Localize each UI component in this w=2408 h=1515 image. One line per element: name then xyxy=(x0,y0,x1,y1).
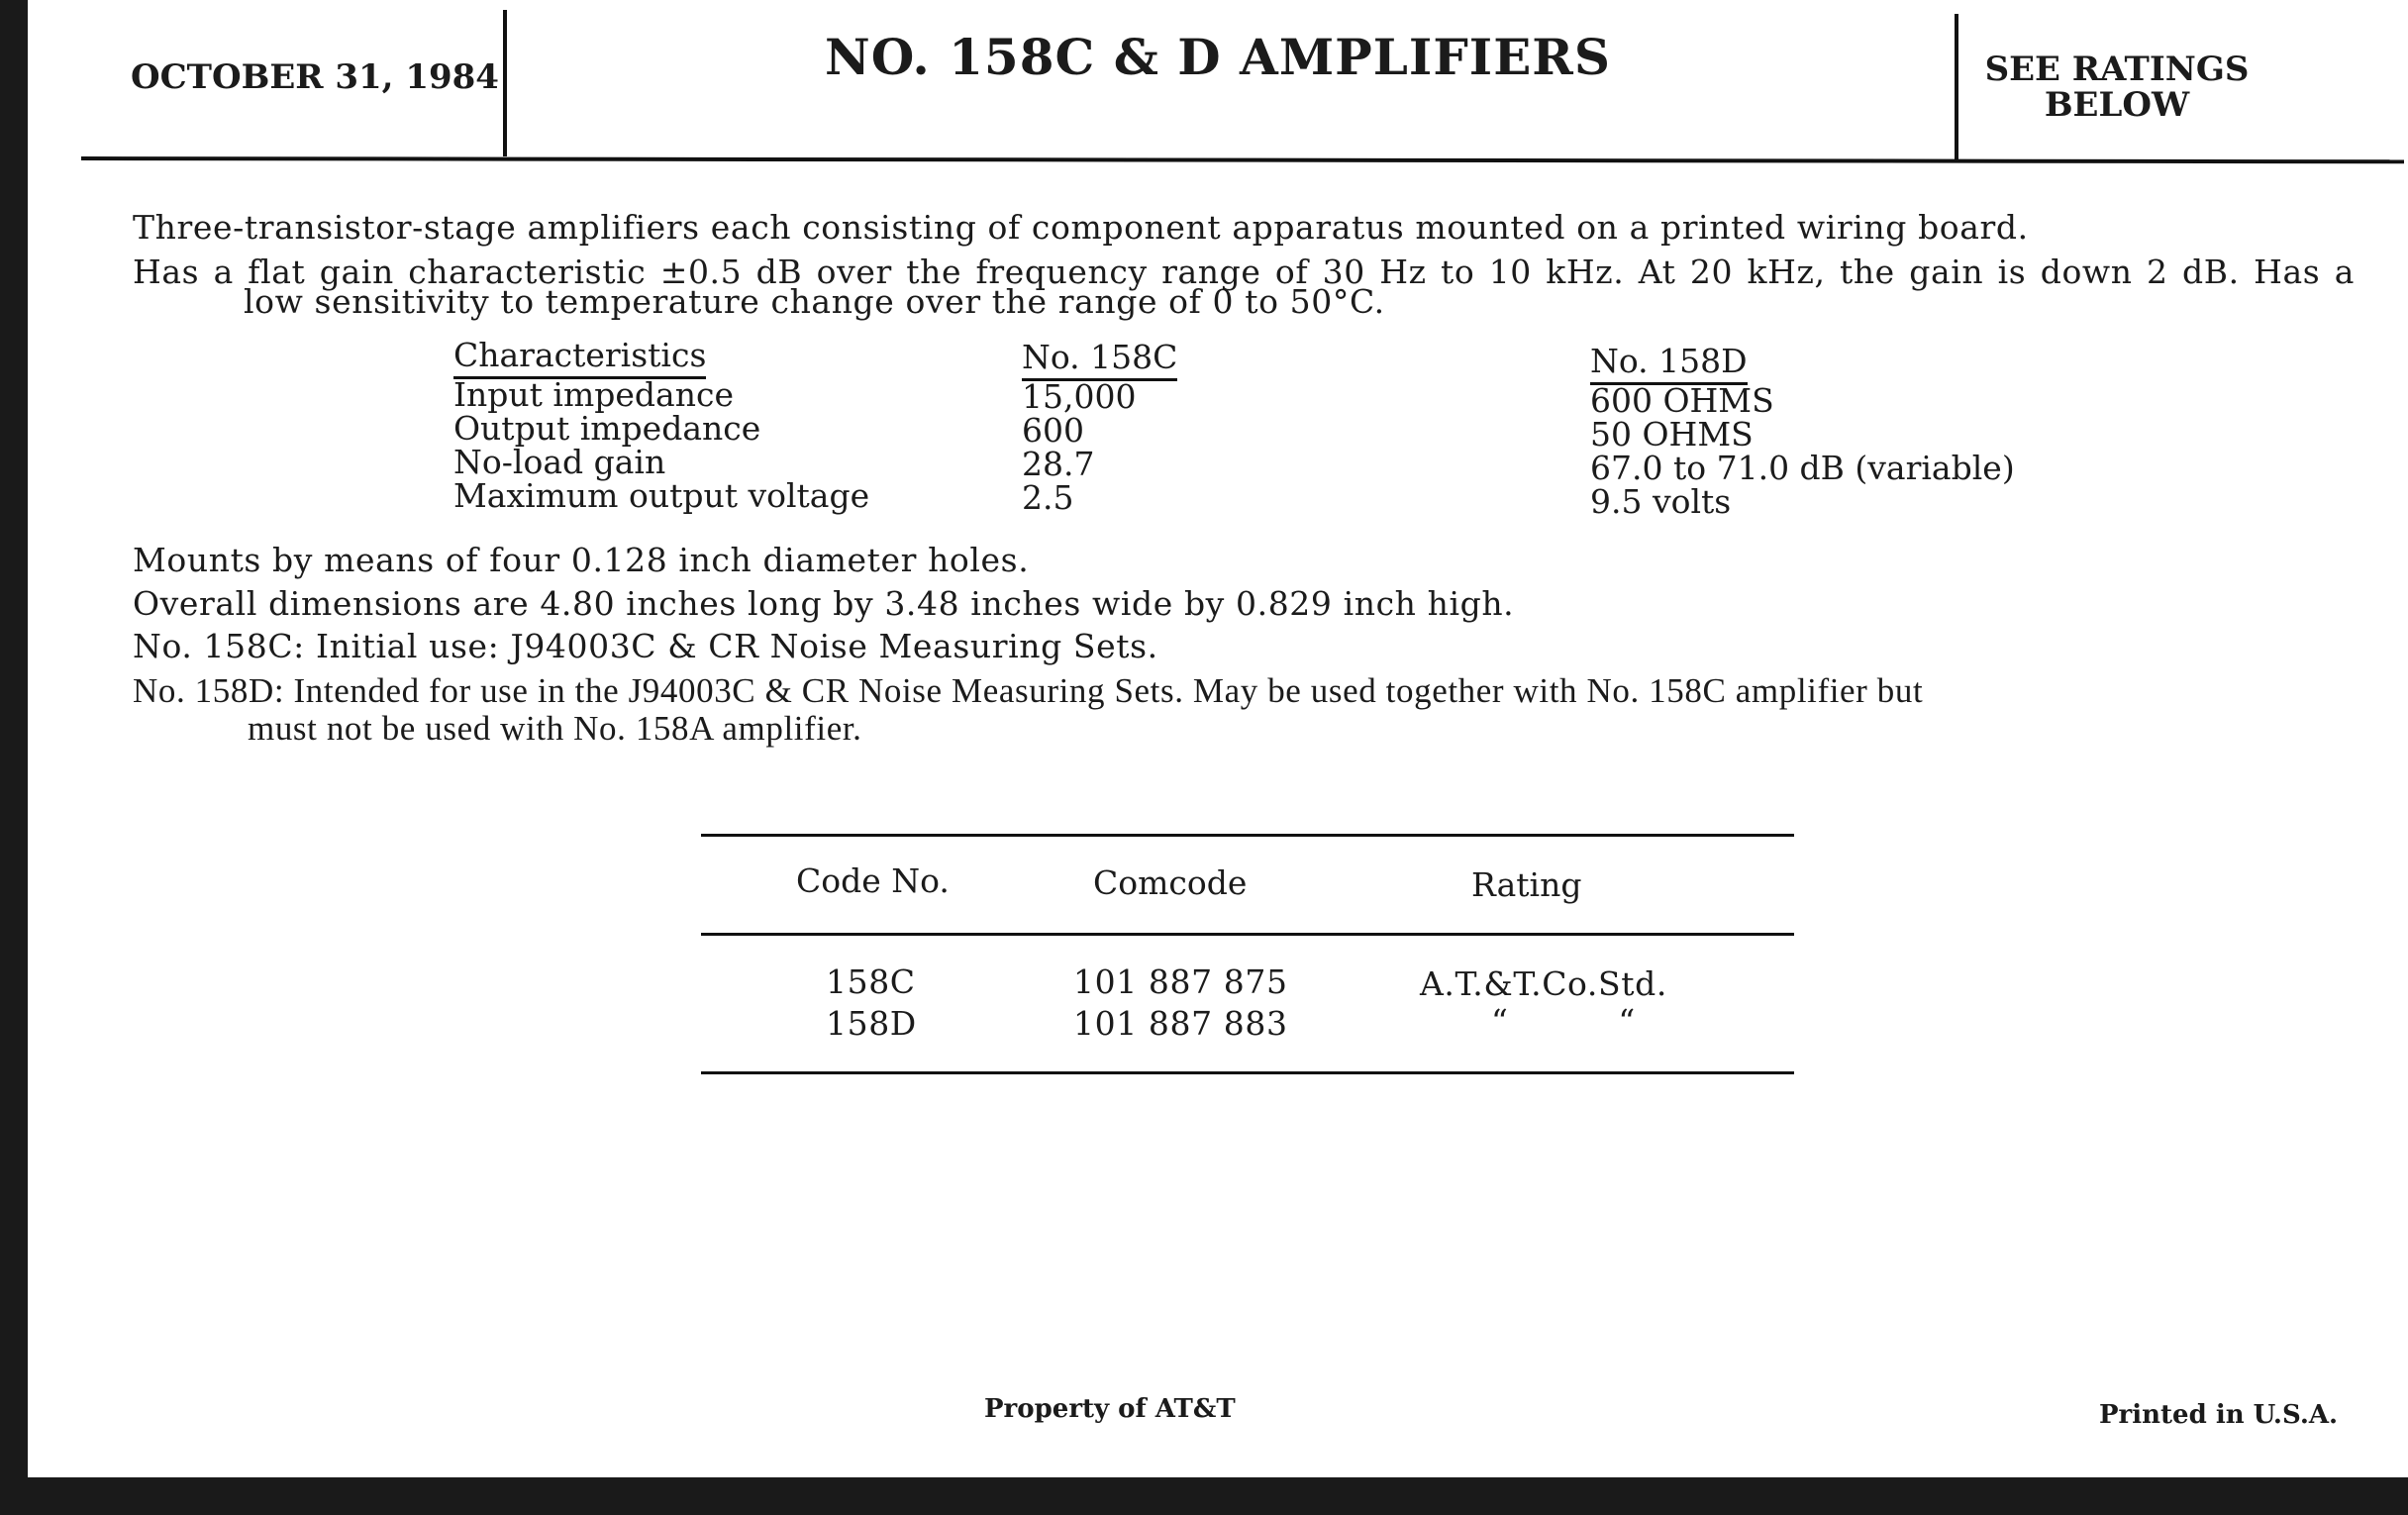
ratings-row-158d-code: 158D xyxy=(826,1004,917,1043)
ratings-row-158d-comcode: 101 887 883 xyxy=(1073,1004,1288,1043)
no-158c-header: No. 158C xyxy=(1022,338,1177,381)
ratings-header-rating: Rating xyxy=(1471,865,1582,904)
no-158d-max-output-voltage: 9.5 volts xyxy=(1590,482,1732,521)
characteristic-input-impedance: Input impedance xyxy=(453,375,734,414)
use-158d-note-line-2: must not be used with No. 158A amplifier. xyxy=(248,709,862,748)
use-158c-note: No. 158C: Initial use: J94003C & CR Noise Measuring Sets. xyxy=(133,627,1158,665)
dimensions-note: Overall dimensions are 4.80 inches long by 3.48 inches wide by 0.829 inch high. xyxy=(133,584,1515,623)
mounting-note: Mounts by means of four 0.128 inch diameter holes. xyxy=(133,541,1030,579)
no-158c-output-impedance: 600 xyxy=(1022,411,1084,450)
no-158c-no-load-gain: 28.7 xyxy=(1022,445,1095,483)
ratings-table-bottom-rule xyxy=(701,1071,1794,1074)
ratings-row-158d-rating: “ “ xyxy=(1491,1002,1636,1041)
ratings-table-top-rule xyxy=(701,834,1794,837)
no-158c-max-output-voltage: 2.5 xyxy=(1022,478,1074,517)
no-158c-input-impedance: 15,000 xyxy=(1022,377,1137,416)
ratings-note-line2: BELOW xyxy=(2044,85,2190,125)
use-158d-note-line-1: No. 158D: Intended for use in the J94003C & CR Noise Measuring Sets. May be used together with No. 158C amplifier but xyxy=(133,671,1924,710)
no-158d-no-load-gain: 67.0 to 71.0 dB (variable) xyxy=(1590,449,2015,487)
ratings-row-158c-code: 158C xyxy=(826,962,916,1001)
characteristics-column xyxy=(453,336,870,515)
header-rule xyxy=(81,156,2404,163)
ratings-row-158c-comcode: 101 887 875 xyxy=(1073,962,1288,1001)
property-notice: Property of AT&T xyxy=(984,1394,1236,1424)
ratings-header-comcode: Comcode xyxy=(1093,863,1248,902)
no-158d-output-impedance: 50 OHMS xyxy=(1590,415,1754,454)
header-divider-right xyxy=(1955,14,1958,160)
characteristic-no-load-gain: No-load gain xyxy=(453,443,666,481)
no-158c-column xyxy=(1022,338,1178,517)
issue-date: OCTOBER 31, 1984 xyxy=(131,57,499,97)
description-paragraph-2-line-2: low sensitivity to temperature change over the range of 0 to 50°C. xyxy=(244,282,1385,321)
no-158d-header: No. 158D xyxy=(1590,342,1748,385)
ratings-table-header-rule xyxy=(701,933,1794,936)
description-paragraph-2-line-1: Has a flat gain characteristic ±0.5 dB over the frequency range of 30 Hz to 10 kHz. At 20 kHz, the gain is down 2 dB. Has a xyxy=(133,252,2355,291)
no-158d-column xyxy=(1590,342,2015,521)
ratings-row-158c-rating: A.T.&T.Co.Std. xyxy=(1420,964,1667,1003)
printed-notice: Printed in U.S.A. xyxy=(2099,1400,2339,1430)
characteristic-output-impedance: Output impedance xyxy=(453,409,761,448)
ratings-header-code-no: Code No. xyxy=(796,861,950,900)
ratings-note-line1: SEE RATINGS xyxy=(1984,50,2250,89)
characteristics-header: Characteristics xyxy=(453,336,706,379)
description-paragraph-1: Three-transistor-stage amplifiers each consisting of component apparatus mounted on a printed wiring board. xyxy=(133,208,2029,247)
ratings-note xyxy=(1968,51,2265,123)
characteristic-max-output-voltage: Maximum output voltage xyxy=(453,476,870,515)
page-title: NO. 158C & D AMPLIFIERS xyxy=(825,28,1611,86)
no-158d-input-impedance: 600 OHMS xyxy=(1590,381,1774,420)
specification-card xyxy=(28,0,2408,1477)
